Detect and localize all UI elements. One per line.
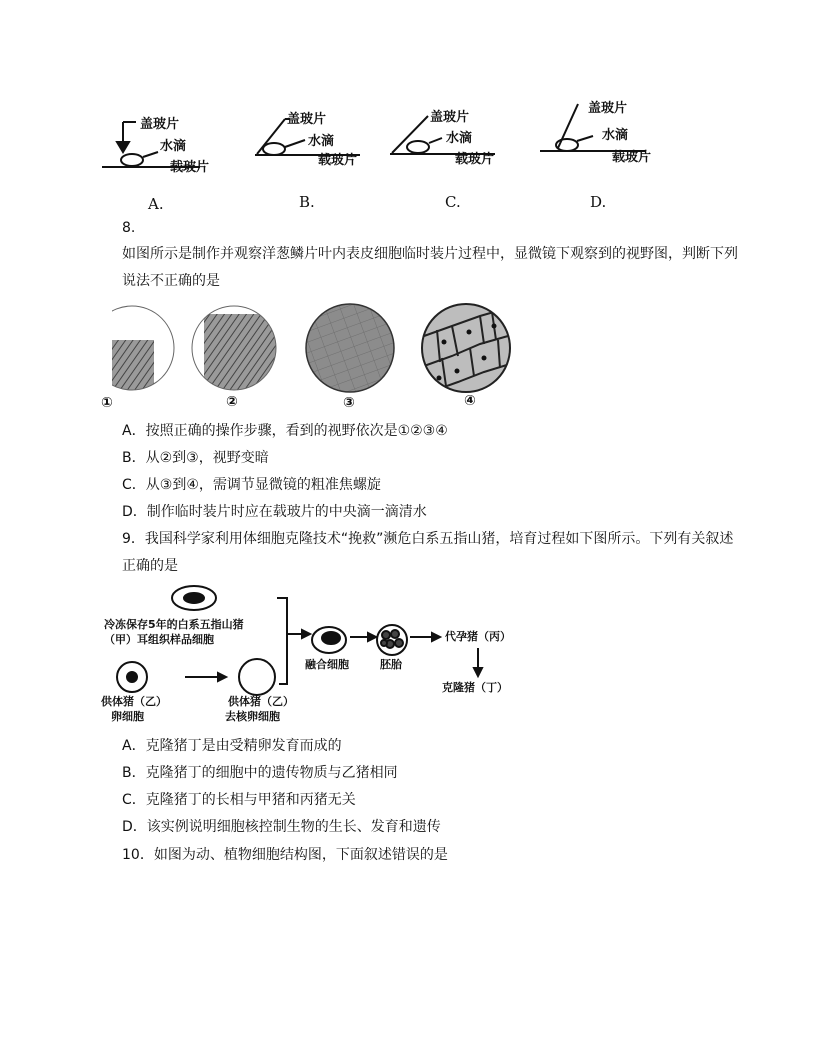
option-letter-d: D.	[590, 193, 607, 211]
q8-option-c: C．从③到④，需调节显微镜的粗准焦螺旋	[122, 477, 381, 493]
label-glass-slide-a: 载玻片	[170, 160, 210, 175]
view-label-1: ①	[101, 395, 113, 411]
view-3	[306, 304, 394, 392]
label-cover-slip-a: 盖玻片	[140, 117, 180, 132]
q8-option-b: B．从②到③，视野变暗	[122, 450, 269, 466]
option-letter-b: B.	[299, 193, 315, 211]
donor-label-line2: （甲）耳组织样品细胞	[104, 633, 214, 646]
label-water-drop-a: 水滴	[160, 139, 187, 154]
q9-stem-line2: 正确的是	[122, 558, 178, 574]
view-label-2: ②	[226, 394, 238, 410]
label-cover-slip-b: 盖玻片	[287, 112, 327, 127]
view-1	[112, 340, 154, 400]
q8-stem-line1: 如图所示是制作并观察洋葱鳞片叶内表皮细胞临时装片过程中，显微镜下观察到的视野图，判断下列	[122, 246, 738, 262]
q9-option-a: A．克隆猪丁是由受精卵发育而成的	[122, 738, 342, 754]
view-label-4: ④	[464, 393, 476, 409]
label-glass-slide-b: 载玻片	[318, 153, 358, 168]
q8-option-a: A．按照正确的操作步骤，看到的视野依次是①②③④	[122, 423, 448, 439]
q8-option-d: D．制作临时装片时应在载玻片的中央滴一滴清水	[122, 504, 427, 520]
q9-option-d: D．该实例说明细胞核控制生物的生长、发育和遗传	[122, 819, 441, 835]
q10-stem: 10．如图为动、植物细胞结构图，下面叙述错误的是	[122, 847, 448, 863]
clone-label: 克隆猪（丁）	[442, 681, 508, 694]
q8-stem-line2: 说法不正确的是	[122, 273, 220, 289]
label-water-drop-c: 水滴	[446, 131, 473, 146]
label-cover-slip-d: 盖玻片	[588, 101, 628, 116]
donor-label-line1: 冷冻保存5年的白系五指山猪	[104, 618, 244, 631]
q8-number: 8.	[122, 220, 136, 236]
label-cover-slip-c: 盖玻片	[430, 110, 470, 125]
option-letter-a: A.	[148, 195, 164, 213]
enucleated-label-line1: 供体猪（乙）	[228, 695, 294, 708]
view-4	[420, 302, 512, 394]
q9-option-c: C．克隆猪丁的长相与甲猪和丙猪无关	[122, 792, 356, 808]
label-glass-slide-d: 载玻片	[612, 150, 652, 165]
label-water-drop-b: 水滴	[308, 134, 335, 149]
embryo-label: 胚胎	[380, 658, 402, 671]
q9-stem-line1: 9．我国科学家利用体细胞克隆技术“挽救”濒危白系五指山猪，培育过程如下图所示。下列有关叙述	[122, 531, 734, 547]
enucleated-label-line2: 去核卵细胞	[225, 710, 280, 723]
label-glass-slide-c: 载玻片	[455, 152, 495, 167]
fused-cell-label: 融合细胞	[305, 658, 349, 671]
egg-label-line1: 供体猪（乙）	[101, 695, 167, 708]
q9-option-b: B．克隆猪丁的细胞中的遗传物质与乙猪相同	[122, 765, 398, 781]
option-letter-c: C.	[445, 193, 461, 211]
egg-label-line2: 卵细胞	[111, 710, 144, 723]
label-water-drop-d: 水滴	[602, 128, 629, 143]
surrogate-label: 代孕猪（丙）	[445, 630, 511, 643]
view-label-3: ③	[343, 395, 355, 411]
